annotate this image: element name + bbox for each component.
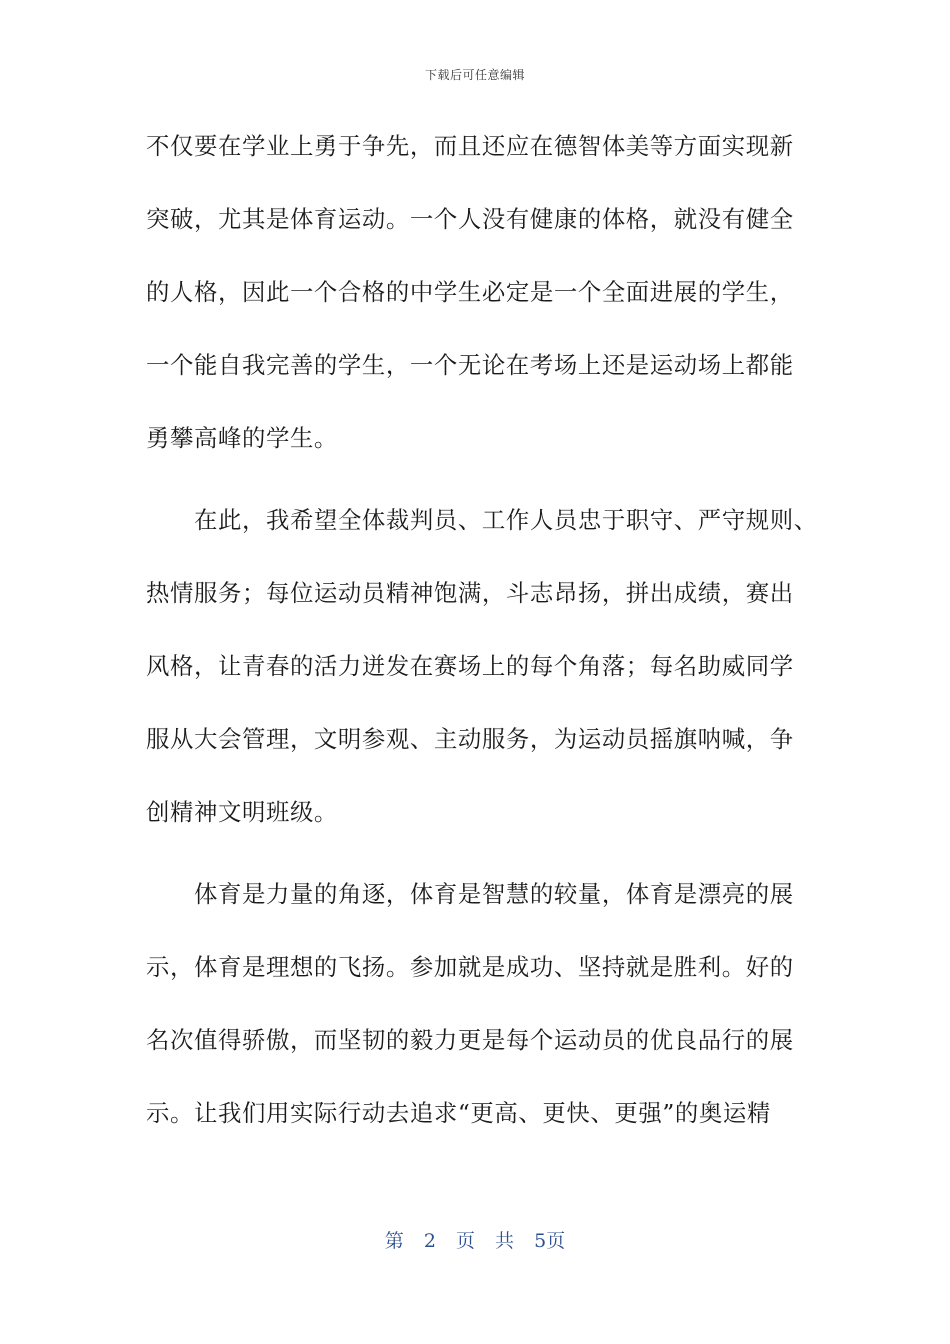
paragraph-line: 在此，我希望全体裁判员、工作人员忠于职守、严守规则、	[194, 506, 818, 534]
page-header: 下载后可任意编辑	[424, 68, 525, 82]
footer-label-gong: 共	[495, 1230, 515, 1252]
paragraph-line: 示。让我们用实际行动去追求“更高、更快、更强”的奥运精	[146, 1099, 771, 1127]
paragraph-line: 勇攀高峰的学生。	[146, 424, 338, 452]
current-page-number: 2	[423, 1230, 436, 1252]
total-pages: 5页	[534, 1230, 566, 1252]
page-footer	[0, 1226, 950, 1253]
paragraph-line: 风格，让青春的活力迸发在赛场上的每个角落；每名助威同学	[146, 652, 794, 680]
paragraph-line: 服从大会管理，文明参观、主动服务，为运动员摇旗呐喊，争	[146, 725, 794, 753]
paragraph-line: 突破，尤其是体育运动。一个人没有健康的体格，就没有健全	[146, 205, 794, 233]
paragraph-line: 示，体育是理想的飞扬。参加就是成功、坚持就是胜利。好的	[146, 953, 794, 981]
paragraph-line: 的人格，因此一个合格的中学生必定是一个全面进展的学生，	[146, 278, 794, 306]
footer-label-di: 第	[384, 1230, 404, 1252]
paragraph-line: 名次值得骄傲，而坚韧的毅力更是每个运动员的优良品行的展	[146, 1026, 794, 1054]
paragraph-line: 热情服务；每位运动员精神饱满，斗志昂扬，拼出成绩，赛出	[146, 579, 794, 607]
footer-label-ye: 页	[455, 1230, 475, 1252]
paragraph-line: 一个能自我完善的学生，一个无论在考场上还是运动场上都能	[146, 351, 794, 379]
paragraph-line: 体育是力量的角逐，体育是智慧的较量，体育是漂亮的展	[194, 880, 794, 908]
paragraph-line: 创精神文明班级。	[146, 798, 338, 826]
paragraph-line: 不仅要在学业上勇于争先，而且还应在德智体美等方面实现新	[146, 132, 794, 160]
